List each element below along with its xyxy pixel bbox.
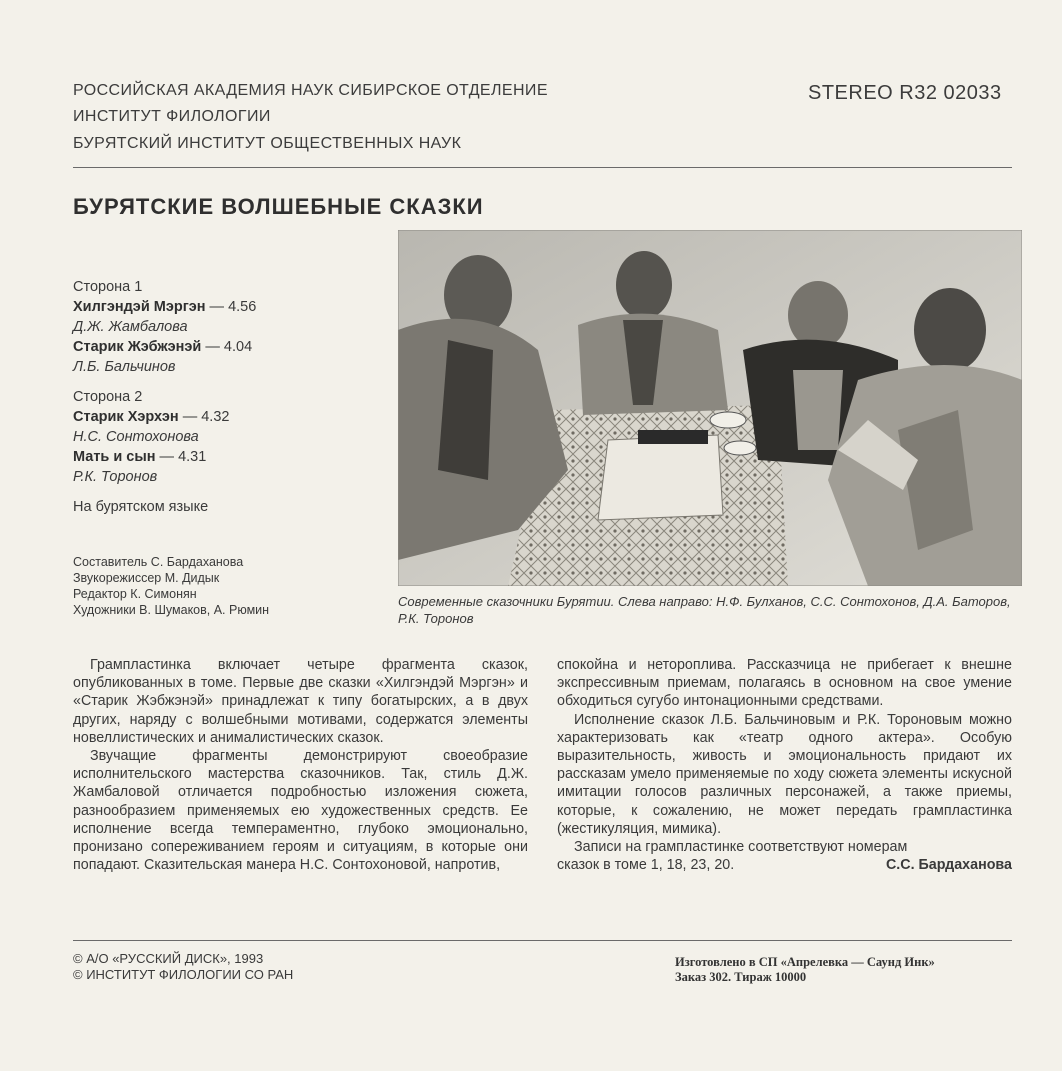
track-item xyxy=(73,337,393,357)
side-1 xyxy=(73,277,393,377)
catalog-number: STEREO R32 02033 xyxy=(808,82,1002,104)
credit-compiler: Составитель С. Бардаханова xyxy=(73,555,244,569)
track-performer: Д.Ж. Жамбалова xyxy=(73,319,188,335)
track-title: Хилгэндэй Мэргэн xyxy=(73,299,206,315)
body-paragraph: Грампластинка включает четыре фрагмента сказок, опубликованных в томе. Первые две сказки «Хилгэндэй Мэргэн» и «Старик Жэбжэнэй» принадлежат к типу богатырских, а в двух других, наряду с волшебными мотивами, содержатся элементы новеллистических и анималистических сказок. xyxy=(73,657,528,746)
album-title: БУРЯТСКИЕ ВОЛШЕБНЫЕ СКАЗКИ xyxy=(73,194,484,219)
track-list xyxy=(73,277,393,517)
track-item xyxy=(73,447,393,467)
credits xyxy=(73,554,393,618)
side-label: Сторона 1 xyxy=(73,279,143,295)
closing-text: сказок в томе 1, 18, 23, 20. xyxy=(557,857,735,874)
track-duration: — 4.32 xyxy=(178,409,230,425)
photo-caption: Современные сказочники Бурятии. Слева направо: Н.Ф. Булханов, С.С. Сонтохонов, Д.А. Баторов, Р.К. Торонов xyxy=(398,594,1011,626)
closing-line xyxy=(557,856,1012,874)
track-performer: Н.С. Сонтохонова xyxy=(73,429,199,445)
body-paragraph-continuation: спокойна и нетороплива. Рассказчица не прибегает к внешне экспрессивным приемам, полагаясь в основном на свое умение обходиться сугубо интонационными средствами. xyxy=(557,657,1012,710)
credit-sound-engineer: Звукорежиссер М. Дидык xyxy=(73,571,220,585)
track-duration: — 4.56 xyxy=(205,299,257,315)
org-line-buryat-institute: БУРЯТСКИЙ ИНСТИТУТ ОБЩЕСТВЕННЫХ НАУК xyxy=(73,135,462,152)
track-item xyxy=(73,297,393,317)
body-paragraph: Записи на грампластинке соответствуют номерам xyxy=(574,839,908,856)
track-item xyxy=(73,407,393,427)
footer-divider xyxy=(73,940,1012,941)
copyright-block xyxy=(73,951,293,983)
copyright-line: © ИНСТИТУТ ФИЛОЛОГИИ СО РАН xyxy=(73,967,294,982)
org-line-academy: РОССИЙСКАЯ АКАДЕМИЯ НАУК СИБИРСКОЕ ОТДЕЛЕНИЕ xyxy=(73,82,548,99)
order-line: Заказ 302. Тираж 10000 xyxy=(675,970,807,984)
track-title: Старик Хэрхэн xyxy=(73,409,179,425)
body-column-left xyxy=(73,656,528,874)
side-label: Сторона 2 xyxy=(73,389,143,405)
credit-artists: Художники В. Шумаков, А. Рюмин xyxy=(73,603,270,617)
track-duration: — 4.31 xyxy=(155,449,207,465)
author-signature: С.С. Бардаханова xyxy=(885,857,1012,874)
language-note: На бурятском языке xyxy=(73,499,209,515)
org-line-institute: ИНСТИТУТ ФИЛОЛОГИИ xyxy=(73,108,271,125)
header-divider xyxy=(73,167,1012,168)
track-performer: Р.К. Торонов xyxy=(73,469,158,485)
manufacturer-block xyxy=(675,955,935,985)
body-paragraph: Звучащие фрагменты демонстрируют своеобразие исполнительского мастерства сказочников. Так, стиль Д.Ж. Жамбаловой отличается подробностью изложения сюжета, разнообразием применяемых ею художественных средств. Ее исполнение всегда темпераментно, глубоко эмоционально, пронизано сопереживанием героям и ситуациям, в которые они попадают. Сказительская манера Н.С. Сонтохоновой, напротив, xyxy=(73,748,528,874)
body-paragraph: Исполнение сказок Л.Б. Бальчиновым и Р.К. Тороновым можно характеризовать как «театр одного актера». Особую выразительность, живость и эмоциональность придают их рассказам умело применяемые по ходу сюжета элементы искусной имитации голосов различных персонажей, а также приемы, которые, к сожалению, не может передать грампластинка (жестикуляция, мимика). xyxy=(557,711,1012,837)
track-duration: — 4.04 xyxy=(201,339,253,355)
track-performer: Л.Б. Бальчинов xyxy=(73,359,176,375)
storytellers-photo xyxy=(398,230,1022,586)
track-title: Мать и сын xyxy=(73,449,156,465)
manufacturer-line: Изготовлено в СП «Апрелевка — Саунд Инк» xyxy=(675,955,935,969)
side-2 xyxy=(73,387,393,487)
track-title: Старик Жэбжэнэй xyxy=(73,339,202,355)
credit-editor: Редактор К. Симонян xyxy=(73,587,197,601)
body-column-right xyxy=(557,656,1012,874)
copyright-line: © А/О «РУССКИЙ ДИСК», 1993 xyxy=(73,951,264,966)
